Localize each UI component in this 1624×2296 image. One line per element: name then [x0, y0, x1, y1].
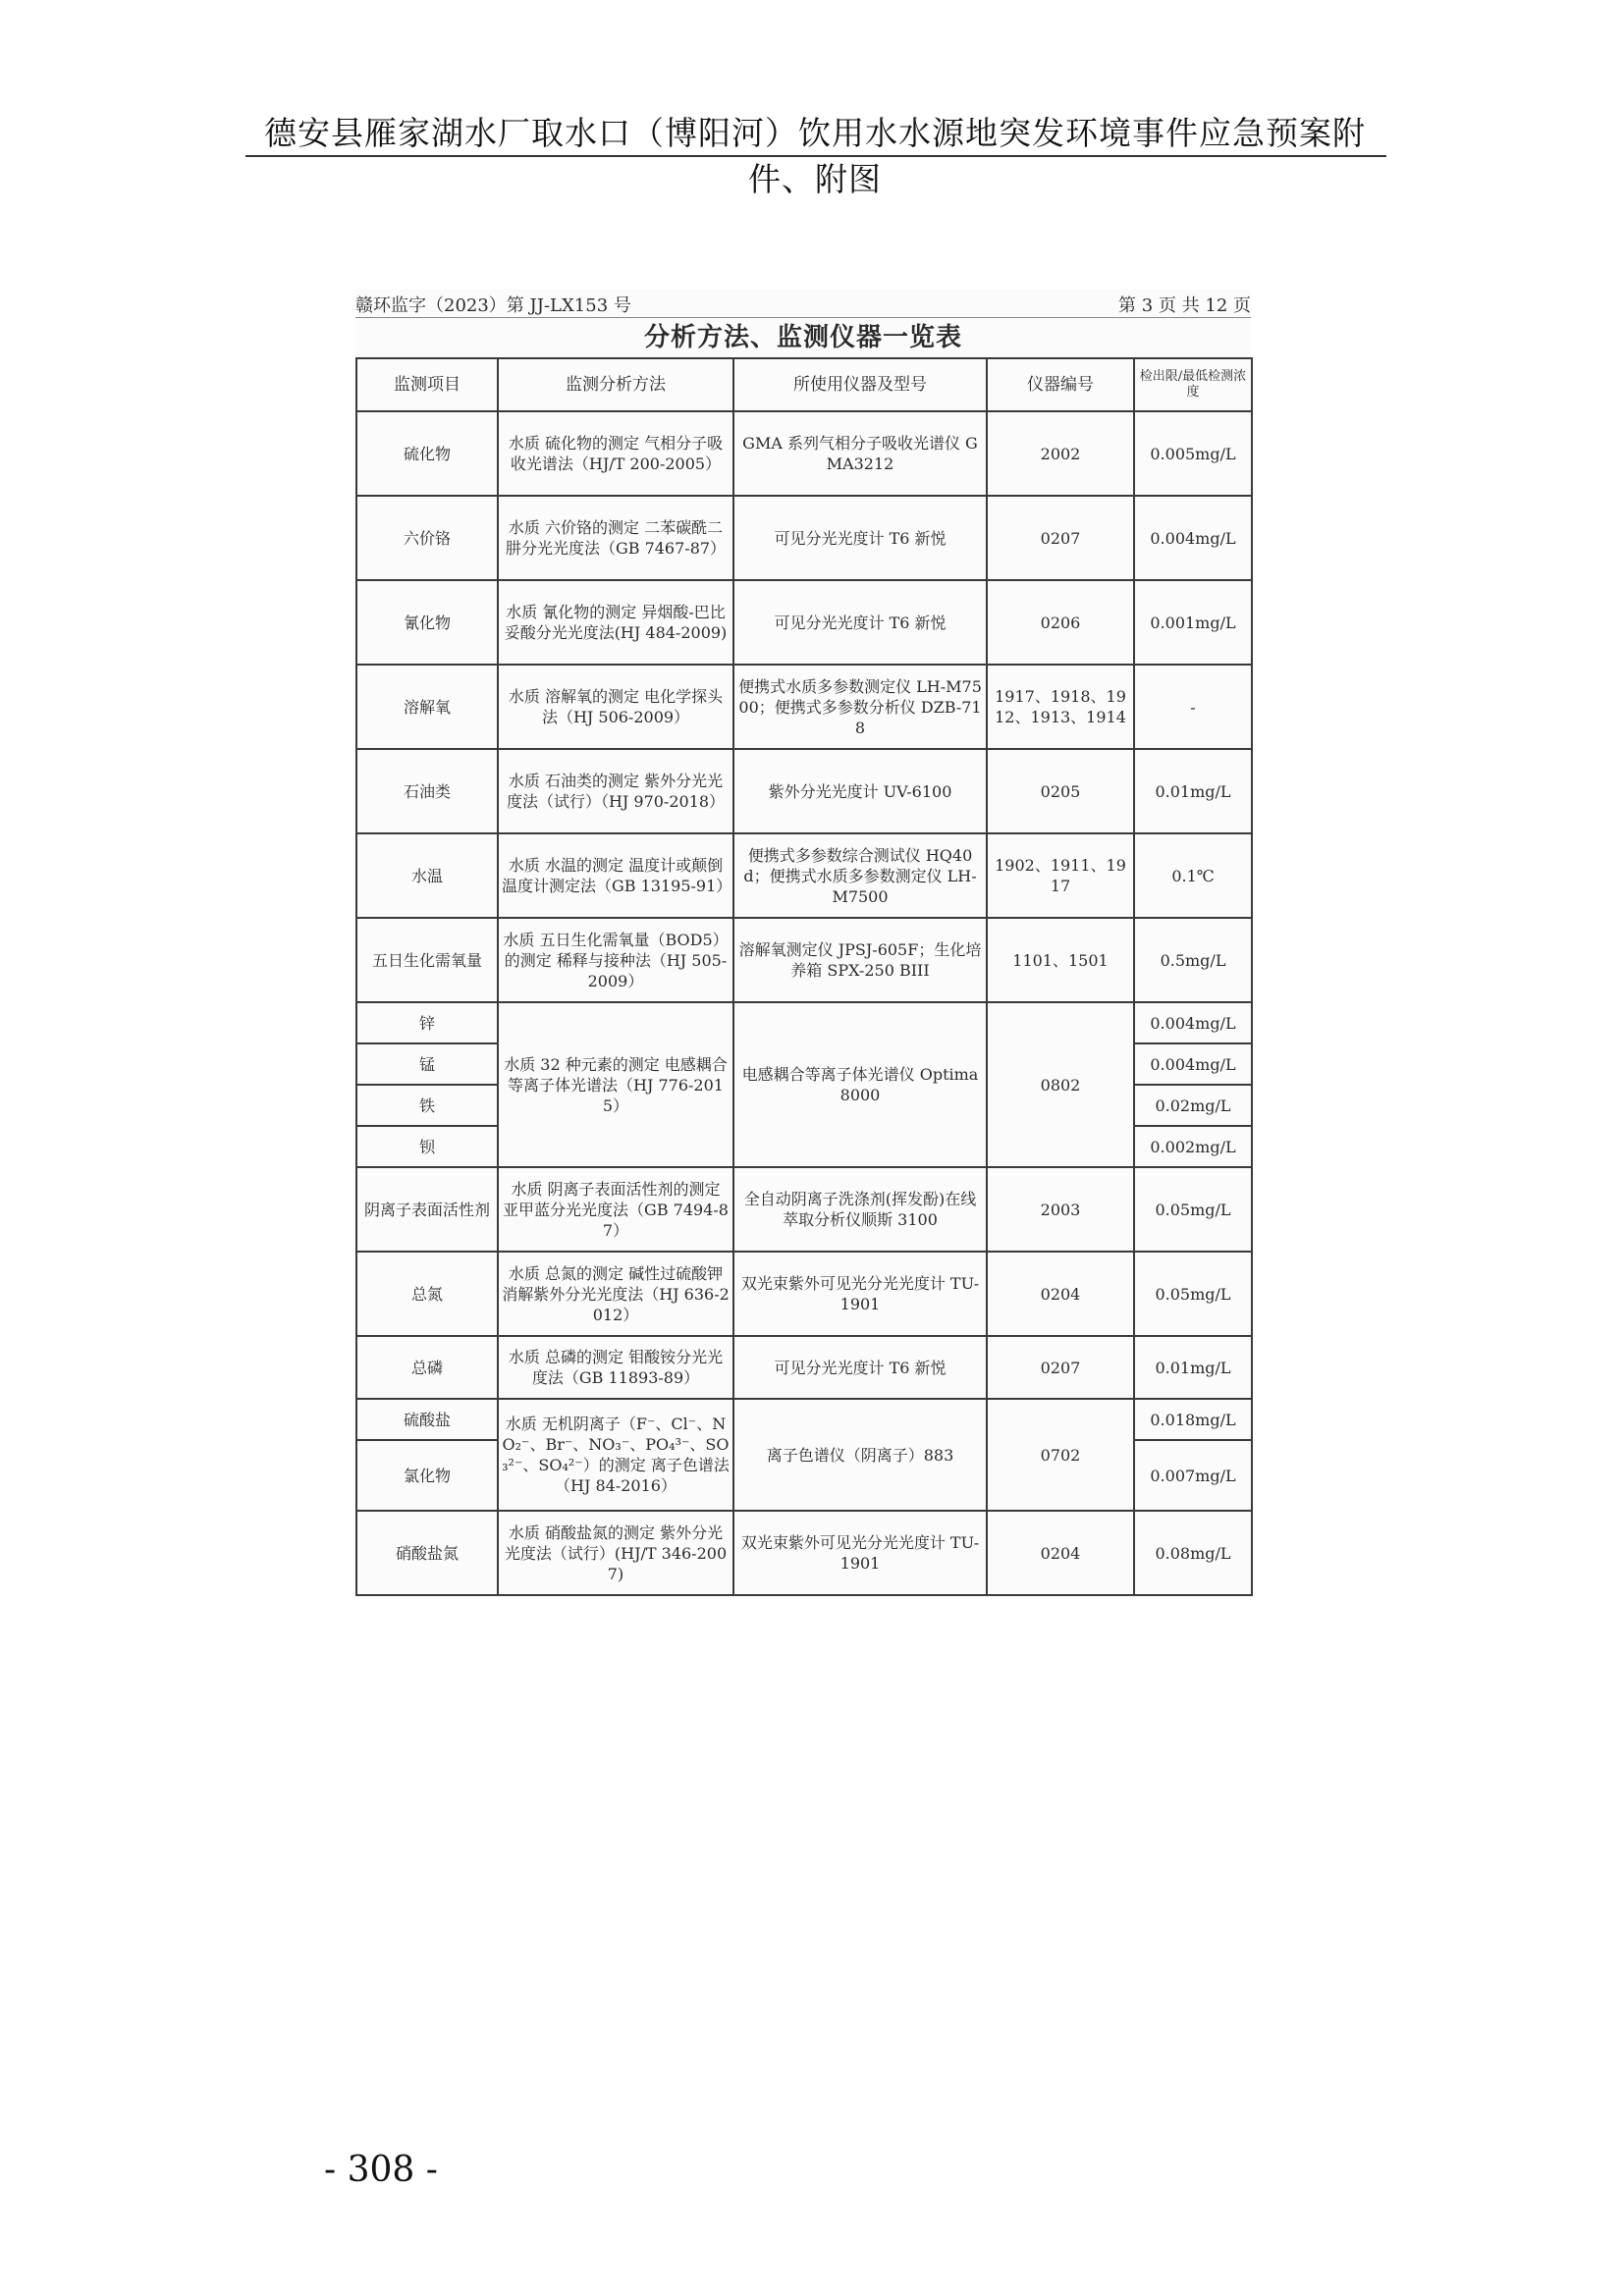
header-rule — [245, 155, 1386, 157]
header-method: 监测分析方法 — [498, 358, 733, 411]
cell-limit: 0.004mg/L — [1134, 1043, 1252, 1085]
cell-limit: 0.05mg/L — [1134, 1252, 1252, 1336]
cell-item: 硝酸盐氮 — [356, 1511, 498, 1595]
cell-limit: 0.004mg/L — [1134, 1002, 1252, 1043]
cell-item: 氰化物 — [356, 580, 498, 665]
cell-limit: 0.01mg/L — [1134, 749, 1252, 833]
page-header: 德安县雁家湖水厂取水口（博阳河）饮用水水源地突发环境事件应急预案附件、附图 — [264, 114, 1366, 198]
cell-instrument: GMA 系列气相分子吸收光谱仪 GMA3212 — [733, 411, 987, 496]
cell-instrument: 电感耦合等离子体光谱仪 Optima 8000 — [733, 1002, 987, 1167]
cell-limit: 0.007mg/L — [1134, 1440, 1252, 1511]
header-item: 监测项目 — [356, 358, 498, 411]
table-row — [356, 1336, 1252, 1399]
cell-limit: 0.004mg/L — [1134, 496, 1252, 580]
cell-instrument: 离子色谱仪（阴离子）883 — [733, 1399, 987, 1511]
cell-method: 水质 氰化物的测定 异烟酸-巴比妥酸分光光度法(HJ 484-2009) — [498, 580, 733, 665]
cell-item: 五日生化需氧量 — [356, 918, 498, 1002]
cell-item: 石油类 — [356, 749, 498, 833]
report-meta — [355, 290, 1251, 318]
cell-instrument: 便携式多参数综合测试仪 HQ40d；便携式水质多参数测定仪 LH-M7500 — [733, 833, 987, 918]
cell-limit: 0.018mg/L — [1134, 1399, 1252, 1440]
cell-limit: 0.5mg/L — [1134, 918, 1252, 1002]
report-doc-number: 赣环监字（2023）第 JJ-LX153 号 — [355, 295, 631, 316]
cell-item: 六价铬 — [356, 496, 498, 580]
table-row — [356, 1252, 1252, 1336]
report-page-info: 第 3 页 共 12 页 — [1118, 295, 1251, 316]
cell-item: 阴离子表面活性剂 — [356, 1167, 498, 1252]
cell-instrument: 可见分光光度计 T6 新悦 — [733, 1336, 987, 1399]
cell-method: 水质 溶解氧的测定 电化学探头法（HJ 506-2009） — [498, 665, 733, 749]
cell-item: 氯化物 — [356, 1440, 498, 1511]
header-instrument-id: 仪器编号 — [987, 358, 1134, 411]
cell-item: 总磷 — [356, 1336, 498, 1399]
cell-instrument-id: 2002 — [987, 411, 1134, 496]
cell-instrument-id: 0702 — [987, 1399, 1134, 1511]
report-title: 分析方法、监测仪器一览表 — [643, 323, 962, 352]
cell-limit: 0.05mg/L — [1134, 1167, 1252, 1252]
cell-item: 总氮 — [356, 1252, 498, 1336]
scanned-report — [355, 290, 1251, 1596]
header-instrument: 所使用仪器及型号 — [733, 358, 987, 411]
cell-limit: - — [1134, 665, 1252, 749]
cell-instrument-id: 0207 — [987, 1336, 1134, 1399]
cell-instrument: 便携式水质多参数测定仪 LH-M7500；便携式多参数分析仪 DZB-718 — [733, 665, 987, 749]
cell-instrument-id: 0204 — [987, 1511, 1134, 1595]
analysis-method-table — [355, 357, 1253, 1596]
cell-instrument-id: 1902、1911、1917 — [987, 833, 1134, 918]
cell-method: 水质 五日生化需氧量（BOD5）的测定 稀释与接种法（HJ 505-2009） — [498, 918, 733, 1002]
cell-limit: 0.02mg/L — [1134, 1085, 1252, 1126]
cell-instrument: 溶解氧测定仪 JPSJ-605F；生化培养箱 SPX-250 BIII — [733, 918, 987, 1002]
cell-instrument-id: 2003 — [987, 1167, 1134, 1252]
cell-method: 水质 总磷的测定 钼酸铵分光光度法（GB 11893-89） — [498, 1336, 733, 1399]
cell-item: 硫酸盐 — [356, 1399, 498, 1440]
table-row — [356, 1167, 1252, 1252]
cell-limit: 0.08mg/L — [1134, 1511, 1252, 1595]
header-detection-limit: 检出限/最低检测浓度 — [1134, 358, 1252, 411]
cell-item: 溶解氧 — [356, 665, 498, 749]
cell-limit: 0.001mg/L — [1134, 580, 1252, 665]
cell-instrument-id: 1917、1918、1912、1913、1914 — [987, 665, 1134, 749]
cell-instrument-id: 0207 — [987, 496, 1134, 580]
cell-instrument-id: 0205 — [987, 749, 1134, 833]
cell-method: 水质 硝酸盐氮的测定 紫外分光光度法（试行）(HJ/T 346-2007) — [498, 1511, 733, 1595]
table-row — [356, 833, 1252, 918]
cell-instrument-id: 0206 — [987, 580, 1134, 665]
cell-item: 水温 — [356, 833, 498, 918]
page-number: - 308 - — [324, 2150, 438, 2190]
cell-method: 水质 六价铬的测定 二苯碳酰二肼分光光度法（GB 7467-87） — [498, 496, 733, 580]
cell-item: 锌 — [356, 1002, 498, 1043]
table-row — [356, 580, 1252, 665]
cell-item: 钡 — [356, 1126, 498, 1167]
table-row — [356, 1002, 1252, 1043]
cell-limit: 0.005mg/L — [1134, 411, 1252, 496]
cell-instrument: 双光束紫外可见光分光光度计 TU-1901 — [733, 1511, 987, 1595]
table-row — [356, 665, 1252, 749]
table-row — [356, 1399, 1252, 1440]
cell-method: 水质 无机阴离子（F⁻、Cl⁻、NO₂⁻、Br⁻、NO₃⁻、PO₄³⁻、SO₃²⁻、SO₄²⁻）的测定 离子色谱法（HJ 84-2016） — [498, 1399, 733, 1511]
cell-method: 水质 阴离子表面活性剂的测定 亚甲蓝分光光度法（GB 7494-87） — [498, 1167, 733, 1252]
table-row — [356, 411, 1252, 496]
table-row — [356, 749, 1252, 833]
cell-instrument-id: 0204 — [987, 1252, 1134, 1336]
cell-method: 水质 总氮的测定 碱性过硫酸钾消解紫外分光光度法（HJ 636-2012） — [498, 1252, 733, 1336]
cell-instrument: 可见分光光度计 T6 新悦 — [733, 496, 987, 580]
cell-method: 水质 硫化物的测定 气相分子吸收光谱法（HJ/T 200-2005） — [498, 411, 733, 496]
cell-instrument: 全自动阴离子洗涤剂(挥发酚)在线萃取分析仪顺斯 3100 — [733, 1167, 987, 1252]
cell-instrument: 紫外分光光度计 UV-6100 — [733, 749, 987, 833]
cell-method: 水质 32 种元素的测定 电感耦合等离子体光谱法（HJ 776-2015） — [498, 1002, 733, 1167]
cell-instrument-id: 0802 — [987, 1002, 1134, 1167]
cell-method: 水质 石油类的测定 紫外分光光度法（试行）（HJ 970-2018） — [498, 749, 733, 833]
table-row — [356, 1511, 1252, 1595]
table-row — [356, 496, 1252, 580]
cell-limit: 0.002mg/L — [1134, 1126, 1252, 1167]
cell-method: 水质 水温的测定 温度计或颠倒温度计测定法（GB 13195-91） — [498, 833, 733, 918]
cell-item: 铁 — [356, 1085, 498, 1126]
cell-instrument: 双光束紫外可见光分光光度计 TU-1901 — [733, 1252, 987, 1336]
table-header-row — [356, 358, 1252, 411]
cell-item: 锰 — [356, 1043, 498, 1085]
cell-item: 硫化物 — [356, 411, 498, 496]
cell-instrument: 可见分光光度计 T6 新悦 — [733, 580, 987, 665]
cell-limit: 0.01mg/L — [1134, 1336, 1252, 1399]
cell-limit: 0.1℃ — [1134, 833, 1252, 918]
table-row — [356, 918, 1252, 1002]
cell-instrument-id: 1101、1501 — [987, 918, 1134, 1002]
